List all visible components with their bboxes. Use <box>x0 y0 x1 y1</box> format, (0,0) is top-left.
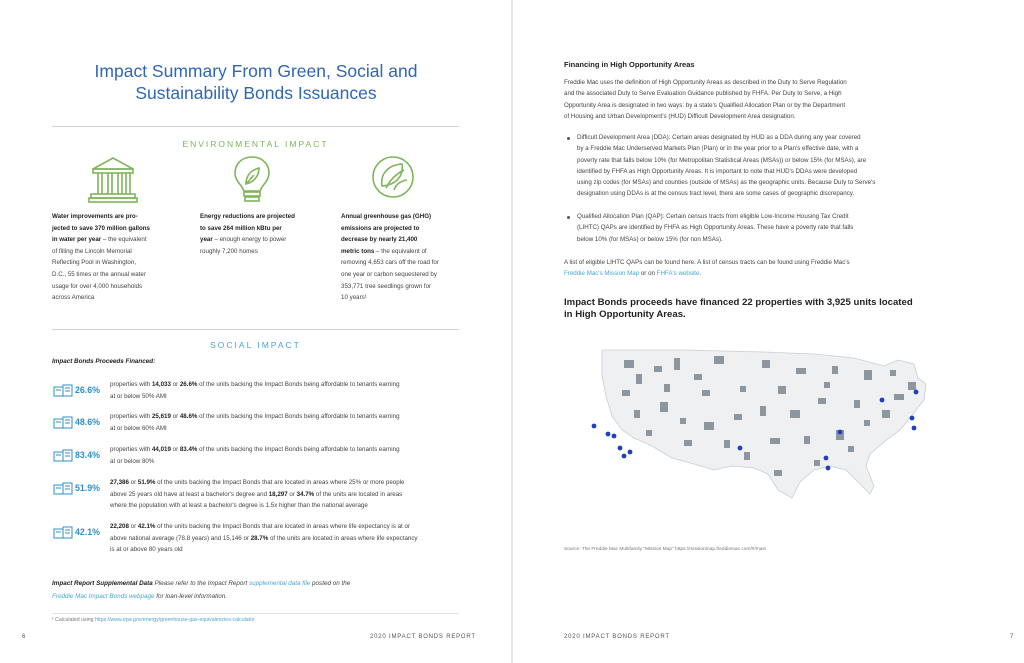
bullet-dda <box>577 132 987 200</box>
bullet-line: (LIHTC) QAPs are identified by FHFA as High Opportunity Areas. These have a poverty rate that falls <box>577 224 854 232</box>
property-marker <box>824 456 829 461</box>
lightbulb-leaf-icon <box>232 154 272 206</box>
social-row-line <box>110 489 475 501</box>
stat-text: where the population with at least a bachelor's degree is 1.5x higher than the national average <box>110 502 368 509</box>
tract-patch <box>714 356 724 364</box>
env-heading: ENVIRONMENTAL IMPACT <box>182 139 329 149</box>
social-row-line <box>110 423 475 435</box>
tract-patch <box>864 370 872 380</box>
tract-patch <box>848 446 854 452</box>
tract-patch <box>760 406 766 416</box>
ghg-bold-1: Annual greenhouse gas (GHG) <box>341 213 432 220</box>
property-marker <box>606 432 611 437</box>
report-footer: 2020 IMPACT BONDS REPORT <box>564 634 670 640</box>
tract-patch <box>762 360 770 368</box>
bullet-line: Difficult Development Area (DDA): Certain areas designated by HUD as a DDA during any year covered <box>577 134 861 141</box>
section-title: Financing in High Opportunity Areas <box>564 60 695 69</box>
tract-patch <box>734 414 742 420</box>
supplemental-note-2 <box>52 593 472 600</box>
tract-patch <box>864 420 870 426</box>
tract-patch <box>702 390 710 396</box>
energy-line: roughly 7,200 homes <box>200 247 258 255</box>
tract-patch <box>694 374 702 380</box>
social-row-line <box>110 456 475 468</box>
tract-patch <box>774 470 782 476</box>
water-line: D.C., 55 times or the annual water <box>52 270 146 278</box>
property-marker <box>628 450 633 455</box>
footnote-prefix: ¹ Calculated using <box>52 617 95 623</box>
property-marker <box>912 426 917 431</box>
stat-text: or <box>287 490 297 498</box>
social-row-text <box>110 477 475 512</box>
ghg-bold-3: decrease by nearly 21,400 <box>341 236 418 244</box>
list-end: . <box>699 270 702 278</box>
water-bold-3: in water per year <box>52 236 102 244</box>
ghg-line: 10 years¹ <box>341 294 367 302</box>
left-page <box>0 0 511 663</box>
map-source: Source: The Freddie Mac Multifamily "Mission Map" https://missionmap.freddiemac.com/#/main <box>564 547 767 552</box>
page-title-line-1: Impact Summary From Green, Social and <box>94 61 418 81</box>
page-title-line-2: Sustainability Bonds Issuances <box>135 83 377 103</box>
list-line: A list of eligible LIHTC QAPs can be found here. A list of census tracts can be found using Freddie Mac's <box>564 259 850 266</box>
financed-label-text: Impact Bonds Proceeds Financed: <box>52 358 156 365</box>
supplemental-note <box>52 580 472 587</box>
building-icon <box>52 526 74 540</box>
energy-rest: – enough energy to power <box>212 236 287 244</box>
buildings-icon <box>52 416 74 430</box>
property-marker <box>826 466 831 471</box>
footnote <box>52 617 255 623</box>
stat-text: of the units are located in areas where life expectancy <box>268 534 418 542</box>
tract-patch <box>790 410 800 418</box>
stat-value: 14,033 <box>151 381 171 388</box>
env-column-water <box>52 211 192 304</box>
stat-value: 44,019 <box>151 446 171 453</box>
supp-bold: Impact Report Supplemental Data <box>52 580 153 587</box>
leaves-circle-icon <box>370 154 416 200</box>
social-row-line <box>110 391 475 403</box>
intro-line: Freddie Mac uses the definition of High Opportunity Areas as described in the Duty to Serve Regulation <box>564 79 847 86</box>
social-row-line <box>110 533 475 545</box>
property-marker <box>612 434 617 439</box>
stat-text: at or below 60% AMI <box>110 424 167 432</box>
stat-text: properties with <box>110 446 152 453</box>
footnote-divider <box>52 613 459 614</box>
social-row-text <box>110 379 475 402</box>
bullet-line: poverty rate that falls below 10% (for Metropolitan Statistical Areas (MSAs)) or below 15% (for MSAs), are <box>577 156 867 164</box>
pct-badge: 83.4% <box>75 450 100 460</box>
stat-value: 18,297 <box>268 490 288 498</box>
stat-value: 28.7% <box>250 534 269 542</box>
intro-line: of Housing and Urban Development's (HUD) Difficult Development Area designation. <box>564 112 796 120</box>
ghg-line: 353,771 tree seedlings grown for <box>341 282 432 290</box>
energy-bold-2: to save 264 million kBtu per <box>200 224 282 232</box>
impact-bonds-webpage-link[interactable]: Freddie Mac Impact Bonds webpage <box>52 593 155 600</box>
stat-value: 83.4% <box>179 446 198 453</box>
tract-patch <box>804 436 810 444</box>
bullet-line: below 10% (for MSAs) or below 15% (for non MSAs). <box>577 235 723 243</box>
building-icon <box>52 482 74 496</box>
financed-label <box>52 358 155 365</box>
stat-value: 51.9% <box>137 479 156 486</box>
stat-value: 27,386 <box>110 479 129 486</box>
stat-value: 42.1% <box>137 523 156 530</box>
page-number: 6 <box>22 634 26 640</box>
property-marker <box>618 446 623 451</box>
tract-patch <box>654 366 662 372</box>
social-row-line <box>110 544 475 556</box>
tract-patch <box>674 358 680 370</box>
social-row-line <box>110 444 475 456</box>
social-row-text <box>110 411 475 434</box>
stat-text: or <box>128 523 138 530</box>
ghg-bold-4: metric tons <box>341 247 375 255</box>
ghg-line: removing 4,653 cars off the road for <box>341 259 439 267</box>
stat-value: 22,208 <box>110 523 129 530</box>
stat-text: or <box>170 381 180 388</box>
tract-patch <box>890 370 896 376</box>
tract-patch <box>818 398 826 404</box>
social-row-line <box>110 477 475 489</box>
water-line: of filling the Lincoln Memorial <box>52 247 132 255</box>
stat-value: 34.7% <box>296 490 315 498</box>
bullet-line: identified by FHFA as High Opportunity Areas. It is important to note that HUD's DDAs were developed <box>577 167 858 175</box>
supp-text: posted on the <box>310 580 351 587</box>
tract-patch <box>704 422 714 430</box>
stat-text: above 25 years old have at least a bachelor's degree and <box>110 490 269 498</box>
social-row-line <box>110 521 475 533</box>
supplemental-data-link[interactable]: supplemental data file <box>249 580 311 587</box>
water-line: across America <box>52 294 95 302</box>
right-page <box>513 0 1024 663</box>
stat-text: properties with <box>110 413 152 420</box>
tract-patch <box>882 410 890 418</box>
list-mid: or on <box>639 270 657 278</box>
property-marker <box>880 398 885 403</box>
energy-bold-1: Energy reductions are projected <box>200 213 295 220</box>
tract-patch <box>660 402 668 412</box>
headline-line-2: in High Opportunity Areas. <box>564 309 686 320</box>
fhfa-website-link[interactable]: FHFA's website <box>656 270 700 278</box>
water-line: usage for over 4,000 households <box>52 282 143 290</box>
mission-map-link[interactable]: Freddie Mac's Mission Map <box>564 270 640 278</box>
bank-building-icon <box>88 154 138 206</box>
bullet-line: designation using DDAs is at the census tract level, there are some cases of geographic discrepancy. <box>577 190 855 198</box>
water-bold-1: Water improvements are pro- <box>52 213 138 220</box>
property-marker <box>914 390 919 395</box>
pct-badge: 42.1% <box>75 527 100 537</box>
property-marker <box>592 424 597 429</box>
page-number: 7 <box>1010 634 1014 640</box>
tract-patch <box>908 382 916 390</box>
tract-patch <box>634 410 640 418</box>
buildings-icon <box>52 449 74 463</box>
social-row-text <box>110 444 475 467</box>
intro-line: Opportunity Area is designated in two ways: by a state's Qualified Allocation Plan or by the Department <box>564 101 846 109</box>
tract-patch <box>814 460 820 466</box>
social-heading: SOCIAL IMPACT <box>210 340 301 350</box>
tract-patch <box>894 394 904 400</box>
pct-badge: 26.6% <box>75 385 100 395</box>
stat-text: properties with <box>110 381 152 388</box>
tract-patch <box>646 430 652 436</box>
tract-patch <box>724 440 730 448</box>
divider <box>52 126 459 127</box>
list-paragraph <box>564 257 984 280</box>
tract-patch <box>854 400 860 408</box>
stat-value: 26.6% <box>179 381 198 388</box>
tract-patch <box>796 368 806 374</box>
stat-value: 25,619 <box>151 413 171 420</box>
us-high-opportunity-map <box>564 330 984 540</box>
env-column-ghg <box>341 211 476 304</box>
stat-text: of the units backing the Impact Bonds that are located in areas where life expectancy is at or <box>155 523 410 530</box>
bullet-qap <box>577 211 987 245</box>
supp-text: for loan-level information. <box>154 593 228 600</box>
stat-value: 48.6% <box>179 413 198 420</box>
stat-text: or <box>128 479 138 486</box>
water-rest: – the equivalent <box>101 236 147 244</box>
tract-patch <box>778 386 786 394</box>
ghg-rest: – the equivalent of <box>374 247 427 255</box>
stat-text: at or below 50% AMI <box>110 392 167 400</box>
tract-patch <box>624 360 634 368</box>
bullet-dot <box>567 216 570 219</box>
tract-patch <box>740 386 746 392</box>
water-line: Reflecting Pool in Washington, <box>52 259 137 267</box>
tract-patch <box>680 418 686 424</box>
epa-calculator-link[interactable]: https://www.epa.gov/energy/greenhouse-gas-equivalencies-calculator <box>94 617 255 623</box>
headline <box>564 297 984 321</box>
building-icon <box>52 384 74 398</box>
property-marker <box>838 430 843 435</box>
social-row-line <box>110 500 475 512</box>
bullet-line: by a Freddie Mac Underserved Markets Plan (Plan) or in the year prior to a Plan's effective date, with a <box>577 145 859 153</box>
ghg-line: one year or carbon sequestered by <box>341 270 437 278</box>
social-row-line <box>110 411 475 423</box>
pct-badge: 48.6% <box>75 417 100 427</box>
supp-text: Please refer to the Impact Report <box>152 580 250 587</box>
property-marker <box>738 446 743 451</box>
stat-text: of the units backing the Impact Bonds that are located in areas where 25% or more people <box>155 479 405 486</box>
stat-text: of the units backing the Impact Bonds being affordable to tenants earning <box>197 413 400 420</box>
tract-patch <box>664 384 670 392</box>
tract-patch <box>832 366 838 374</box>
bullet-dot <box>567 137 570 140</box>
intro-line: and the associated Duty to Serve Evaluation Guidance published by FHFA. Per Duty to Serve, a High <box>564 90 842 98</box>
bullet-line: using zip codes (for MSAs) and counties (outside of MSAs) as the geographic units. Because Duty to Serve's <box>577 179 876 187</box>
stat-text: or <box>170 446 180 453</box>
stat-text: of the units are located in areas <box>314 490 403 498</box>
water-bold-2: jected to save 370 million gallons <box>52 224 151 232</box>
headline-line-1: Impact Bonds proceeds have financed 22 properties with 3,925 units located <box>564 297 913 308</box>
property-marker <box>622 454 627 459</box>
property-marker <box>910 416 915 421</box>
tract-patch <box>824 382 830 388</box>
env-column-energy <box>200 211 335 257</box>
ghg-bold-2: emissions are projected to <box>341 224 420 232</box>
stat-text: above national average (78.8 years) and 15,146 or <box>110 534 251 542</box>
social-row-line <box>110 379 475 391</box>
intro-paragraph <box>564 77 984 122</box>
tract-patch <box>770 438 780 444</box>
stat-text: of the units backing the Impact Bonds being affordable to tenants earning <box>197 446 400 453</box>
energy-bold-3: year <box>200 236 213 244</box>
social-row-text <box>110 521 475 556</box>
tract-patch <box>622 390 630 396</box>
stat-text: of the units backing the Impact Bonds being affordable to tenants earning <box>197 381 400 388</box>
stat-text: or <box>170 413 180 420</box>
stat-text: is at or above 80 years old <box>110 546 183 553</box>
divider <box>52 329 459 330</box>
bullet-line: Qualified Allocation Plan (QAP): Certain census tracts from eligible Low-Income Housing Tax Credit <box>577 213 849 220</box>
tract-patch <box>636 374 642 384</box>
tract-patch <box>684 440 692 446</box>
pct-badge: 51.9% <box>75 483 100 493</box>
stat-text: at or below 80% <box>110 457 155 465</box>
report-footer: 2020 IMPACT BONDS REPORT <box>370 634 476 640</box>
tract-patch <box>744 452 750 460</box>
